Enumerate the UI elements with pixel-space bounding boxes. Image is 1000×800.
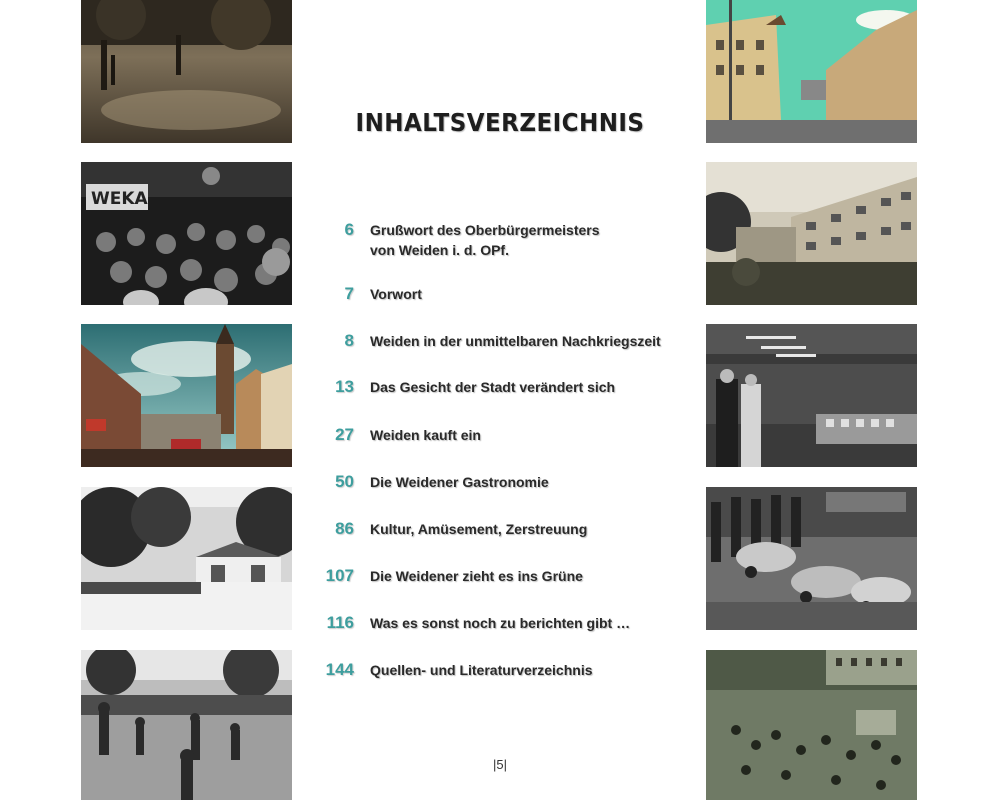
toc-title: Die Weidener zieht es ins Grüne (370, 568, 583, 584)
page-number: |5| (493, 757, 507, 772)
toc-entry[interactable] (300, 331, 700, 371)
toc-title: Weiden kauft ein (370, 427, 481, 443)
toc-page-number: 116 (326, 613, 354, 632)
toc-page-number: 13 (335, 377, 354, 396)
photo-pavilion (81, 487, 292, 630)
toc-page-number: 8 (344, 331, 354, 350)
toc-entry[interactable] (300, 566, 700, 606)
toc-title: Quellen- und Literaturverzeichnis (370, 662, 593, 678)
toc-page-number: 86 (335, 519, 354, 538)
toc-title: Was es sonst noch zu berichten gibt … (370, 615, 631, 631)
toc-entry[interactable] (300, 613, 700, 653)
toc-page-number: 7 (344, 284, 354, 303)
photo-cyclists-square (706, 650, 917, 800)
toc-entry[interactable] (300, 660, 700, 700)
toc-title: Grußwort des Oberbürgermeisters von Weiden i. d. OPf. (370, 222, 600, 258)
toc-title: Vorwort (370, 286, 422, 302)
toc-entry[interactable] (300, 425, 700, 465)
photo-town-square-church (81, 324, 292, 467)
toc-title: Das Gesicht der Stadt verändert sich (370, 379, 616, 395)
photo-street-teal-sky (706, 0, 917, 143)
toc-page-number: 144 (325, 660, 354, 679)
photo-shop-interior (706, 324, 917, 467)
photo-bathers (81, 650, 292, 800)
photo-apartment-blocks (706, 162, 917, 305)
page-title: INHALTSVERZEICHNIS (355, 108, 645, 137)
toc-title: Die Weidener Gastronomie (370, 474, 549, 490)
toc-entry[interactable] (300, 472, 700, 512)
toc-title: Weiden in der unmittelbaren Nachkriegszeit (370, 333, 661, 349)
photo-soapbox-race (706, 487, 917, 630)
toc-page-number: 107 (325, 566, 354, 585)
toc-entry[interactable] (300, 377, 700, 417)
photo-rainy-street (81, 0, 292, 143)
toc-entry[interactable] (300, 519, 700, 559)
photo-crowd-weka (81, 162, 292, 305)
toc-page-number: 27 (335, 425, 354, 444)
toc-title: Kultur, Amüsement, Zerstreuung (370, 521, 588, 537)
toc-page-number: 6 (344, 220, 354, 239)
toc-entry[interactable] (300, 220, 700, 260)
toc-entry[interactable] (300, 284, 700, 324)
toc-page-number: 50 (335, 472, 354, 491)
weka-sign: WEKA (91, 189, 148, 209)
